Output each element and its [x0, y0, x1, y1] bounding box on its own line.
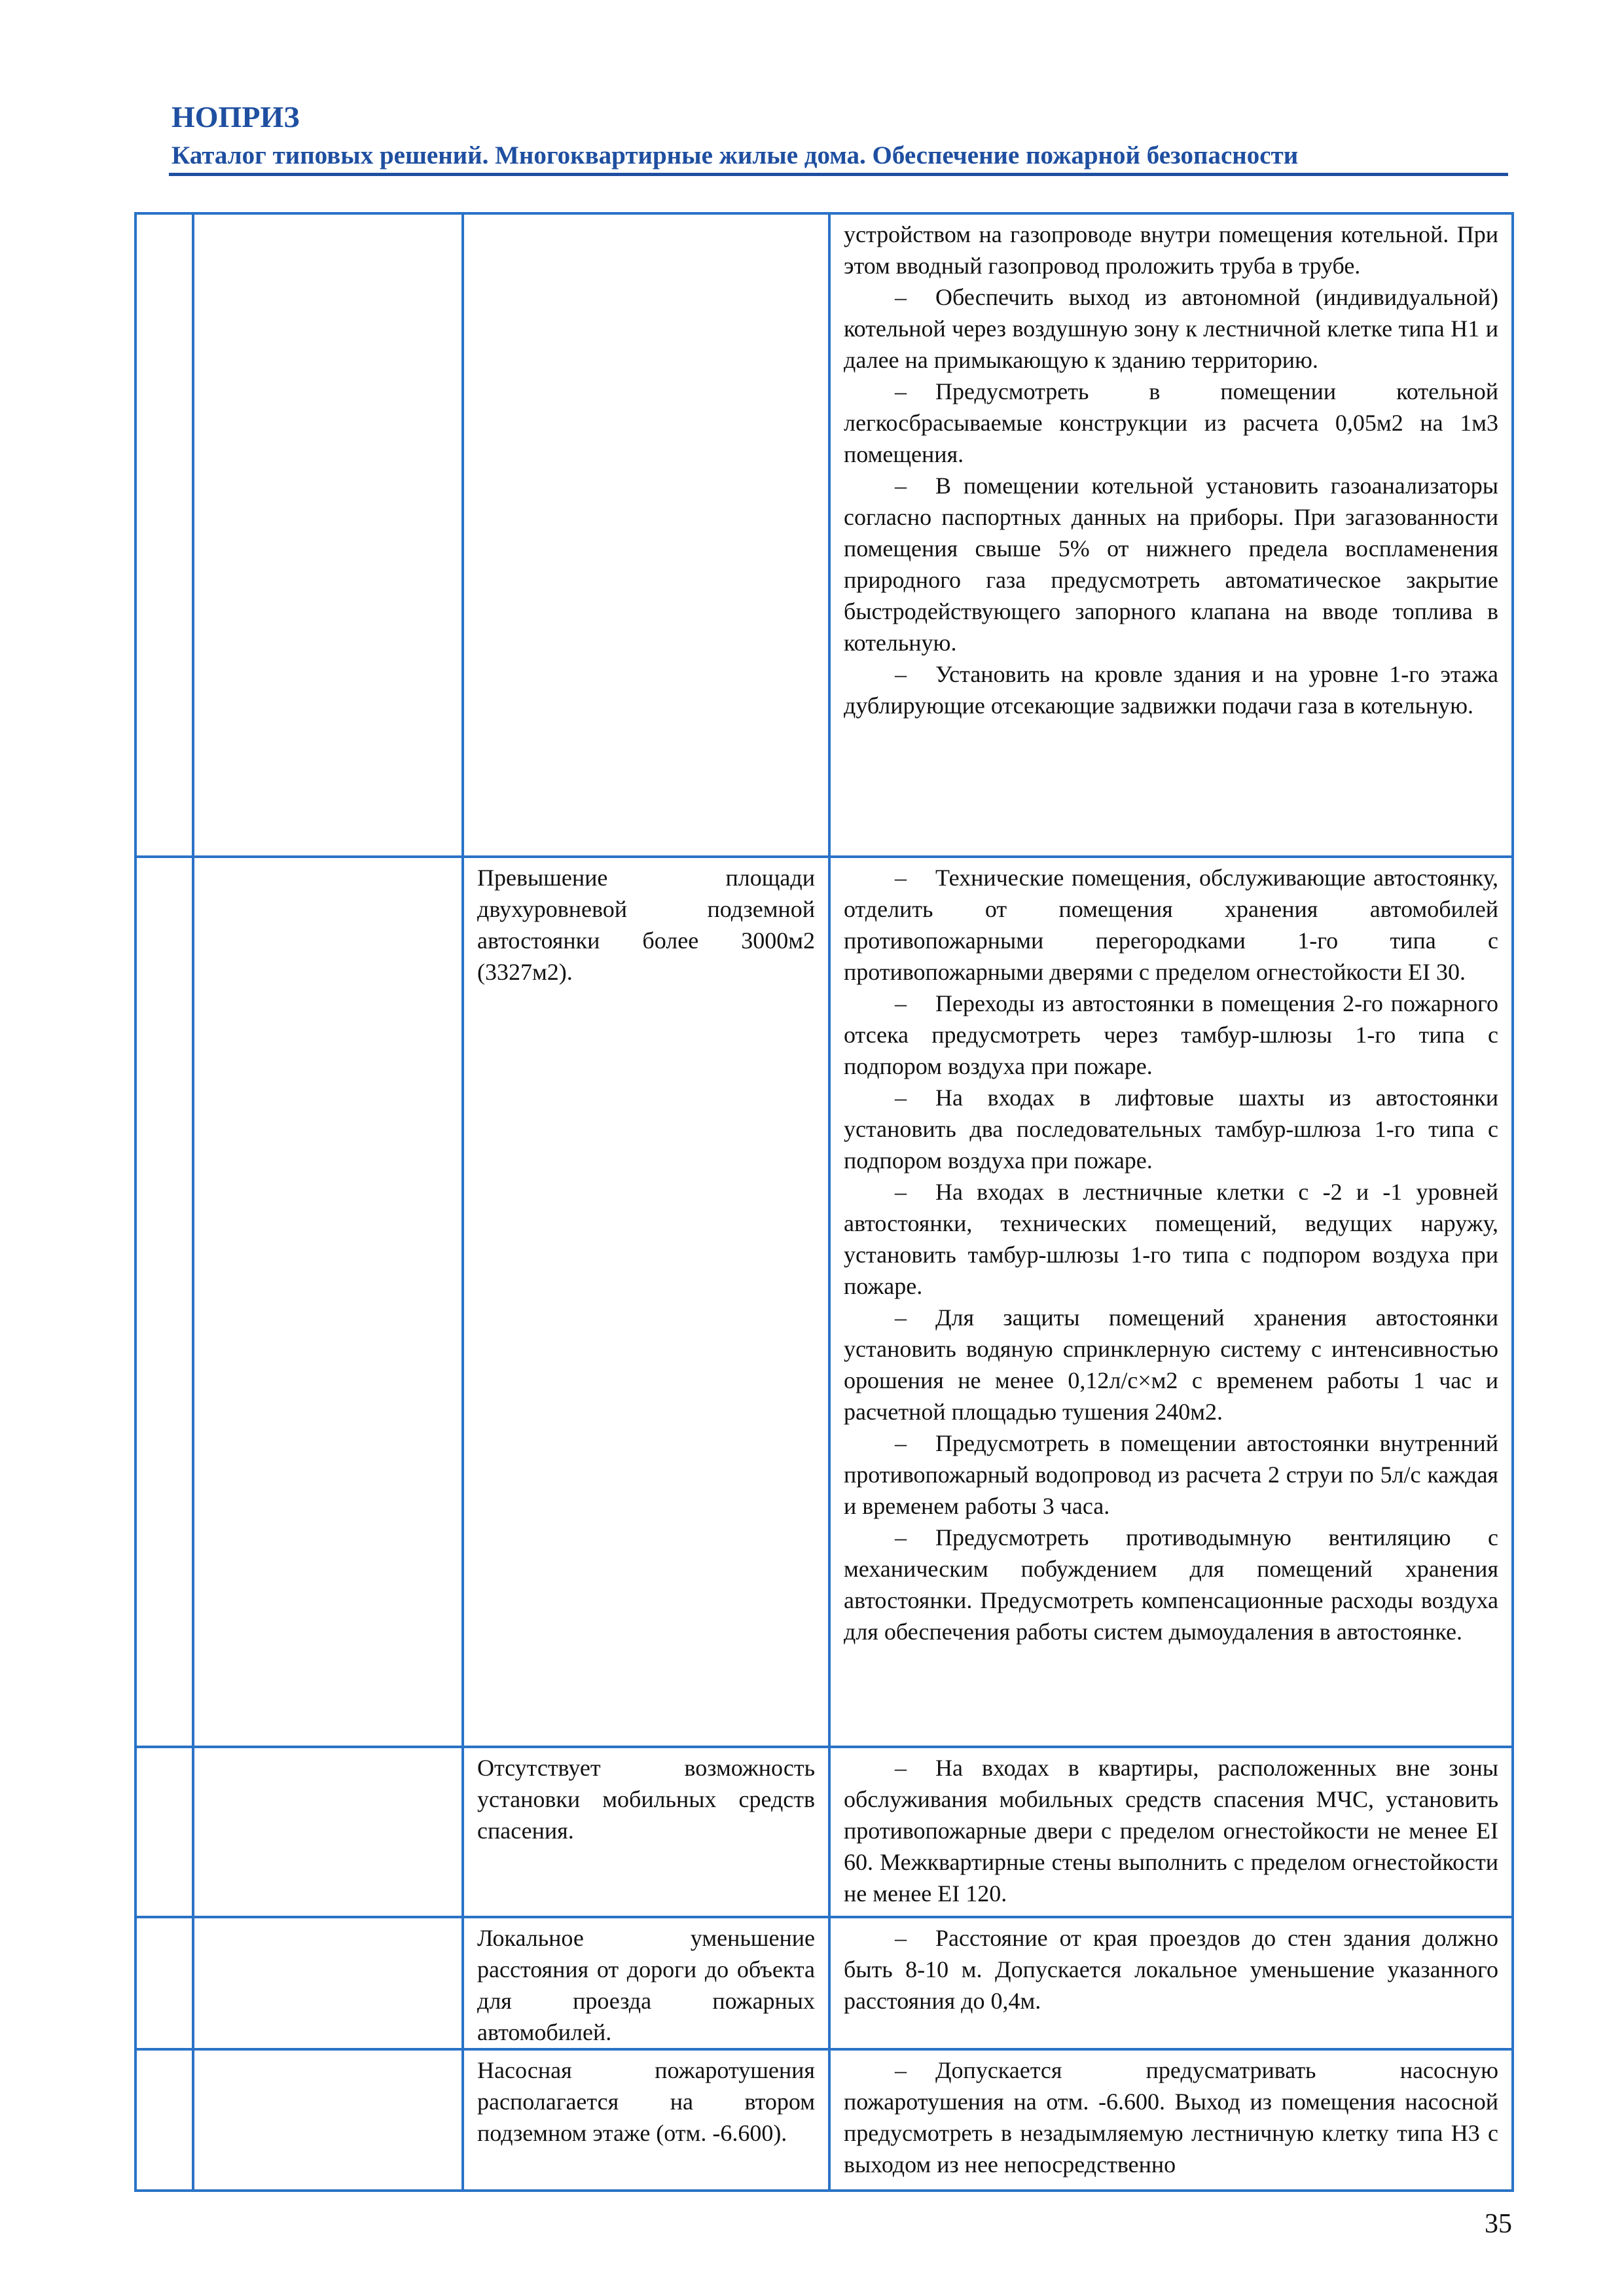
number-cell — [135, 1747, 193, 1917]
measures-cell — [829, 1747, 1513, 1917]
issue-cell — [463, 213, 829, 857]
measure-item — [844, 470, 1498, 658]
measure-item — [844, 1302, 1498, 1427]
measure-text: Допускается предусматривать насосную пожаротушения на отм. -6.600. Выход из помещения насосной предусмотреть в незадымляемую лестничную клетку типа Н3 с выходом из нее непосредственно — [844, 2057, 1498, 2178]
measure-item — [844, 988, 1498, 1082]
measures-cell — [829, 213, 1513, 857]
issue-cell: Превышение площади двухуровневой подземной автостоянки более 3000м2 (3327м2). — [463, 857, 829, 1747]
measures-cell — [829, 1917, 1513, 2049]
issue-cell: Отсутствует возможность установки мобильных средств спасения. — [463, 1747, 829, 1917]
issue-cell: Насосная пожаротушения располагается на втором подземном этаже (отм. -6.600). — [463, 2049, 829, 2191]
object-cell — [193, 1747, 463, 1917]
dash-marker: – — [895, 1304, 907, 1331]
catalog-subtitle: Каталог типовых решений. Многоквартирные жилые дома. Обеспечение пожарной безопасности — [171, 141, 1299, 170]
table-row — [135, 857, 1513, 1747]
number-cell — [135, 213, 193, 857]
measure-item — [844, 281, 1498, 376]
measure-text: Предусмотреть в помещении автостоянки внутренний противопожарный водопровод из расчета 2 струи по 5л/с каждая и временем работы 3 часа. — [844, 1430, 1498, 1519]
measure-text: Установить на кровле здания и на уровне 1-го этажа дублирующие отсекающие задвижки подачи газа в котельную. — [844, 661, 1498, 719]
measure-text: В помещении котельной установить газоанализаторы согласно паспортных данных на приборы. При загазованности помещения свыше 5% от нижнего предела воспламенения природного газа предусмотреть автоматическое закрытие быстродействующего запорного клапана на вводе топлива в котельную. — [844, 473, 1498, 656]
measures-cell — [829, 857, 1513, 1747]
measure-text: На входах в лестничные клетки с -2 и -1 уровней автостоянки, технических помещений, ведущих наружу, установить тамбур-шлюзы 1-го типа с подпором воздуха при пожаре. — [844, 1179, 1498, 1299]
measure-item — [844, 658, 1498, 721]
dash-marker: – — [895, 284, 907, 310]
measure-item — [844, 1082, 1498, 1176]
solutions-table — [134, 212, 1514, 2192]
header-rule — [169, 173, 1508, 176]
number-cell — [135, 2049, 193, 2191]
dash-marker: – — [895, 473, 907, 499]
issue-cell: Локальное уменьшение расстояния от дороги до объекта для проезда пожарных автомобилей. — [463, 1917, 829, 2049]
measure-text: Переходы из автостоянки в помещения 2-го пожарного отсека предусмотреть через тамбур-шлюзы 1-го типа с подпором воздуха при пожаре. — [844, 990, 1498, 1079]
table-body — [135, 213, 1513, 2191]
dash-marker: – — [895, 1524, 907, 1551]
dash-marker: – — [895, 1085, 907, 1111]
number-cell — [135, 857, 193, 1747]
object-cell — [193, 2049, 463, 2191]
measure-text: Для защиты помещений хранения автостоянки установить водяную спринклерную систему с интенсивностью орошения не менее 0,12л/с×м2 с временем работы 1 час и расчетной площадью тушения 240м2. — [844, 1304, 1498, 1425]
measure-item — [844, 1922, 1498, 2017]
dash-marker: – — [895, 1179, 907, 1205]
dash-marker: – — [895, 1925, 907, 1951]
object-cell — [193, 1917, 463, 2049]
measure-text: Предусмотреть противодымную вентиляцию с механическим побуждением для помещений хранения автостоянки. Предусмотреть компенсационные расходы воздуха для обеспечения работы систем дымоудаления в автостоянке. — [844, 1524, 1498, 1645]
dash-marker: – — [895, 378, 907, 404]
measure-text: На входах в квартиры, расположенных вне зоны обслуживания мобильных средств спасения МЧС, установить противопожарные двери с пределом огнестойкости не менее EI 60. Межквартирные стены выполнить с пределом огнестойкости не менее EI 120. — [844, 1755, 1498, 1907]
measure-item — [844, 1176, 1498, 1302]
measure-text: Технические помещения, обслуживающие автостоянку, отделить от помещения хранения автомобилей противопожарными перегородками 1-го типа с противопожарными дверями с пределом огнестойкости EI 30. — [844, 865, 1498, 985]
page-header — [171, 98, 1513, 173]
measure-item — [844, 1427, 1498, 1522]
org-name: НОПРИЗ — [171, 100, 300, 134]
measure-item — [844, 862, 1498, 988]
measure-continuation: устройством на газопроводе внутри помещения котельной. При этом вводный газопровод проложить труба в трубе. — [844, 221, 1498, 279]
measures-cell — [829, 2049, 1513, 2191]
number-cell — [135, 1917, 193, 2049]
table-row — [135, 213, 1513, 857]
dash-marker: – — [895, 661, 907, 687]
dash-marker: – — [895, 2057, 907, 2083]
table-row — [135, 1747, 1513, 1917]
table-row — [135, 2049, 1513, 2191]
table-row — [135, 1917, 1513, 2049]
measure-item — [844, 1522, 1498, 1647]
measure-text: Предусмотреть в помещении котельной легкосбрасываемые конструкции из расчета 0,05м2 на 1м3 помещения. — [844, 378, 1498, 467]
dash-marker: – — [895, 1430, 907, 1456]
dash-marker: – — [895, 990, 907, 1016]
dash-marker: – — [895, 865, 907, 891]
object-cell — [193, 213, 463, 857]
measure-text: Расстояние от края проездов до стен здания должно быть 8-10 м. Допускается локальное уменьшение указанного расстояния до 0,4м. — [844, 1925, 1498, 2014]
measure-item — [844, 376, 1498, 470]
measure-item — [844, 2054, 1498, 2180]
dash-marker: – — [895, 1755, 907, 1781]
page-number: 35 — [1485, 2209, 1512, 2239]
object-cell — [193, 857, 463, 1747]
measure-item — [844, 1752, 1498, 1909]
measure-text: На входах в лифтовые шахты из автостоянки установить два последовательных тамбур-шлюза 1-го типа с подпором воздуха при пожаре. — [844, 1085, 1498, 1174]
measure-text: Обеспечить выход из автономной (индивидуальной) котельной через воздушную зону к лестничной клетке типа Н1 и далее на примыкающую к зданию территорию. — [844, 284, 1498, 373]
